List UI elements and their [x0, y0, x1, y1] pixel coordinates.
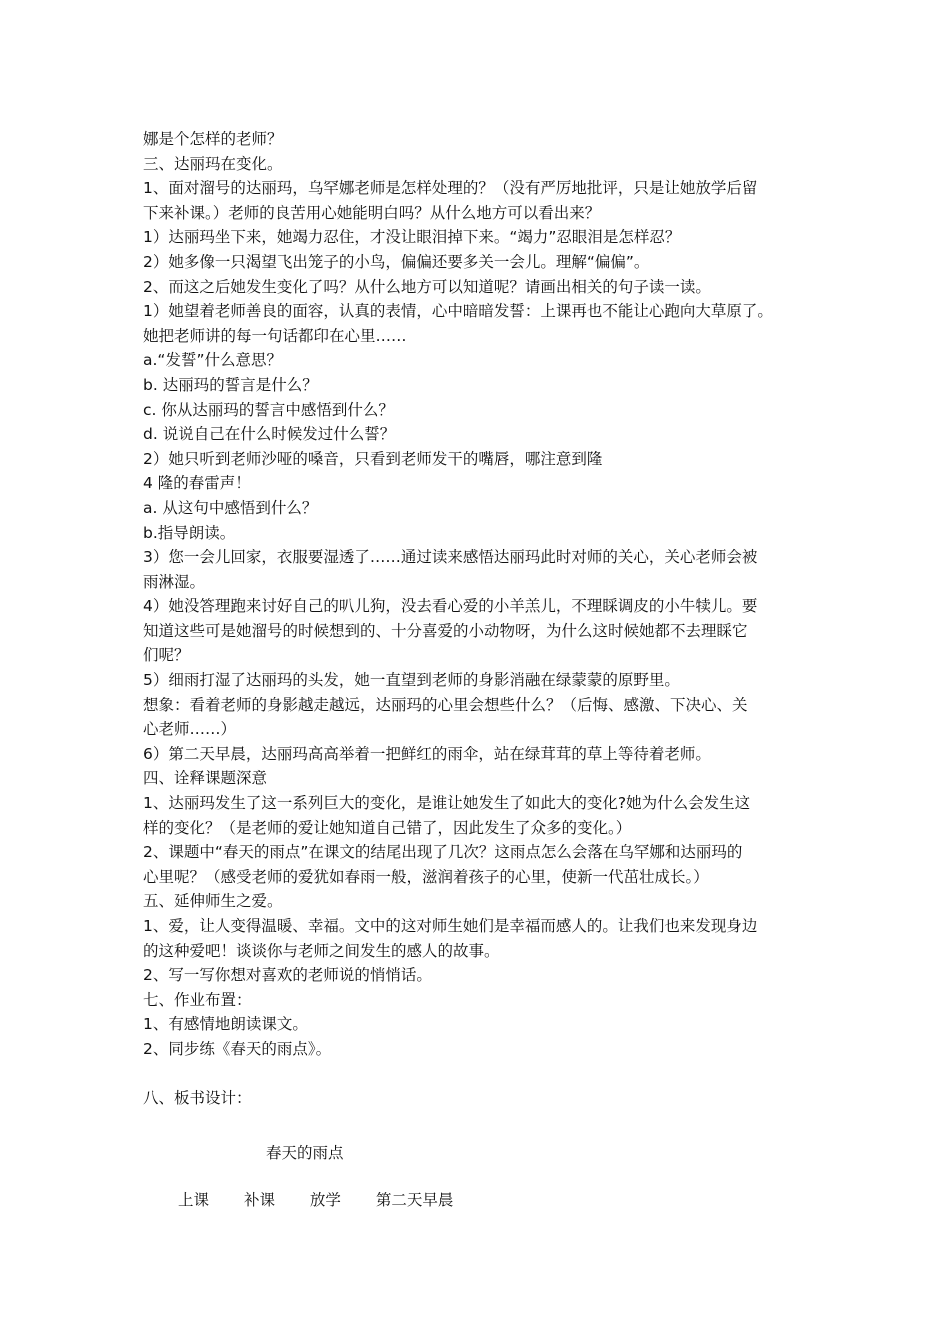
text-line: 样的变化？（是老师的爱让她知道自己错了，因此发生了众多的变化。） [143, 818, 632, 837]
text-line: 们呢？ [143, 646, 190, 665]
text-line: 她把老师讲的每一句话都印在心里…… [143, 326, 407, 345]
text-line: 娜是个怎样的老师？ [143, 130, 283, 148]
text-line: 1、面对溜号的达丽玛，乌罕娜老师是怎样处理的？（没有严厉地批评，只是让她放学后留 [143, 179, 758, 198]
text-line: 的这种爱吧！谈谈你与老师之间发生的感人的故事。 [143, 941, 500, 960]
text-line: 知道这些可是她溜号的时候想到的、十分喜爱的小动物呀，为什么这时候她都不去理睬它 [143, 621, 748, 640]
text-line: 4）她没答理跑来讨好自己的叭儿狗，没去看心爱的小羊羔儿，不理睬调皮的小牛犊儿。要 [143, 597, 758, 616]
board-item-after-school: 放学 [309, 1191, 341, 1209]
text-line: 2）她只听到老师沙哑的嗓音，只看到老师发干的嘴唇，哪注意到隆 [143, 449, 603, 468]
text-line: 1、有感情地朗读课文。 [143, 1015, 308, 1034]
text-line: 2、写一写你想对喜欢的老师说的悄悄话。 [143, 966, 432, 985]
text-line: 1）达丽玛坐下来，她竭力忍住，才没让眼泪掉下来。“竭力”忍眼泪是怎样忍？ [143, 228, 681, 247]
text-line: d. 说说自己在什么时候发过什么誓？ [143, 425, 396, 444]
text-line: 2、同步练《春天的雨点》。 [143, 1039, 332, 1058]
text-line: 1）她望着老师善良的面容，认真的表情，心中暗暗发誓：上课再也不能让心跑向大草原了。 [143, 302, 773, 321]
board-row [178, 1188, 483, 1212]
text-line: b.指导朗读。 [143, 523, 236, 542]
text-line: 2、而这之后她发生变化了吗？从什么地方可以知道呢？请画出相关的句子读一读。 [143, 277, 711, 296]
text-line: c. 你从达丽玛的誓言中感悟到什么？ [143, 400, 394, 419]
text-line: 2）她多像一只渴望飞出笼子的小鸟，偏偏还要多关一会儿。理解“偏偏”。 [143, 252, 650, 271]
text-line: 1、达丽玛发生了这一系列巨大的变化，是谁让她发生了如此大的变化?她为什么会发生这 [143, 794, 751, 813]
text-line: 七、作业布置： [143, 990, 252, 1009]
text-line: 八、板书设计： [143, 1089, 252, 1108]
text-line: 三、达丽玛在变化。 [143, 154, 283, 173]
board-item-makeup-lesson: 补课 [243, 1191, 275, 1209]
text-line: 下来补课。）老师的良苦用心她能明白吗？从什么地方可以看出来？ [143, 203, 601, 222]
text-line: 心里呢？（感受老师的爱犹如春雨一般，滋润着孩子的心里，使新一代茁壮成长。） [143, 867, 709, 886]
text-line: a.“发誓”什么意思？ [143, 351, 282, 370]
board-item-next-morning: 第二天早晨 [375, 1191, 454, 1209]
lesson-plan-body [143, 127, 823, 1111]
text-line: a. 从这句中感悟到什么？ [143, 498, 318, 517]
board-title: 春天的雨点 [266, 1144, 344, 1162]
text-line: b. 达丽玛的誓言是什么？ [143, 375, 318, 394]
text-line: 四、诠释课题深意 [143, 769, 268, 788]
text-line: 3）您一会儿回家，衣服要湿透了……通过读来感悟达丽玛此时对师的关心，关心老师会被 [143, 548, 758, 567]
text-line: 心老师……） [143, 720, 237, 739]
text-line: 1、爱，让人变得温暖、幸福。文中的这对师生她们是幸福而感人的。让我们也来发现身边 [143, 917, 758, 935]
text-line: 5）细雨打湿了达丽玛的头发，她一直望到老师的身影消融在绿蒙蒙的原野里。 [143, 671, 680, 690]
text-line: 6）第二天早晨，达丽玛高高举着一把鲜红的雨伞，站在绿茸茸的草上等待着老师。 [143, 744, 711, 763]
text-line: 4 隆的春雷声！ [143, 474, 251, 493]
text-line: 想象：看着老师的身影越走越远，达丽玛的心里会想些什么？（后悔、感激、下决心、关 [143, 695, 748, 714]
blank-line [143, 1062, 823, 1087]
text-line: 2、课题中“春天的雨点”在课文的结尾出现了几次？这雨点怎么会落在乌罕娜和达丽玛的 [143, 843, 743, 862]
text-line: 五、延伸师生之爱。 [143, 892, 283, 911]
board-item-class: 上课 [178, 1191, 210, 1209]
text-line: 雨淋湿。 [143, 572, 206, 591]
